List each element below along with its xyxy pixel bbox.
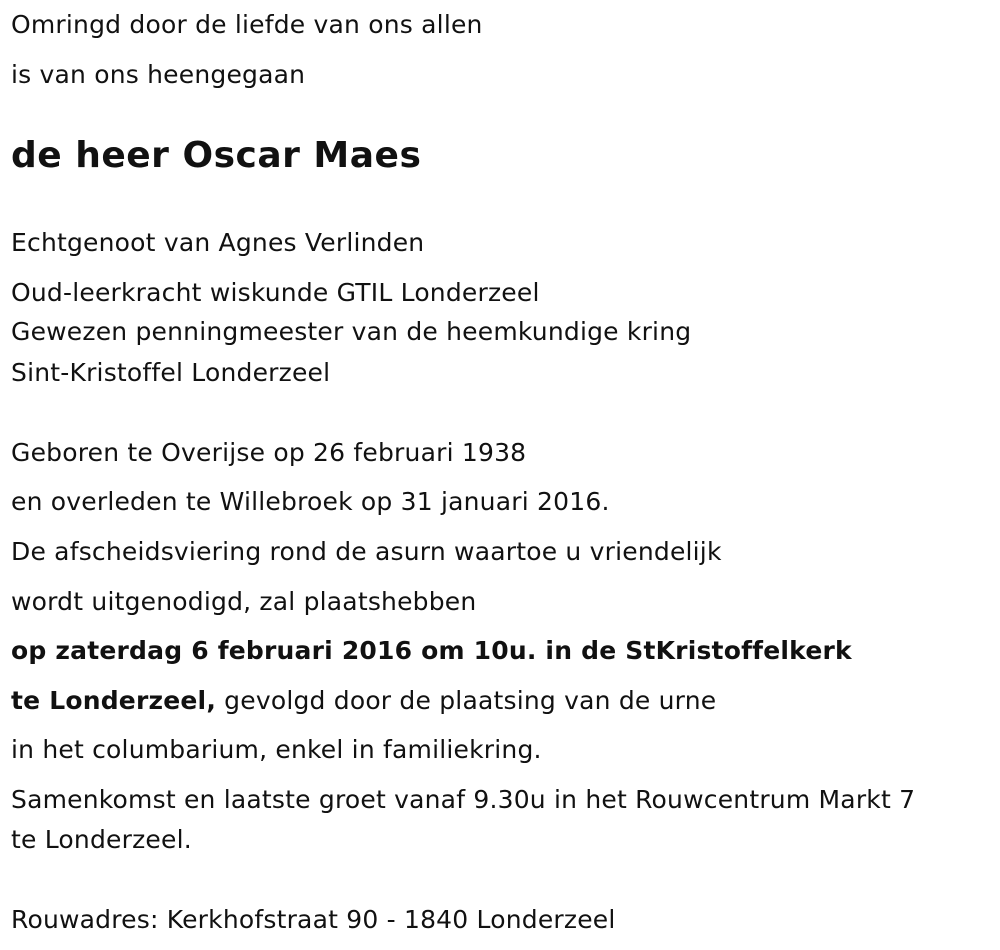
ceremony-place-bold: te Londerzeel, [11,686,217,715]
spouse-line: Echtgenoot van Agnes Verlinden [11,228,425,257]
intro-line-2: is van ons heengegaan [11,60,306,89]
invite-line-2: wordt uitgenodigd, zal plaatshebben [11,587,477,616]
ceremony-place-line [11,686,716,716]
gathering-line-1: Samenkomst en laatste groet vanaf 9.30u in het Rouwcentrum Markt 7 [11,785,916,814]
ceremony-date-line: op zaterdag 6 februari 2016 om 10u. in de StKristoffelkerk [11,636,852,665]
role-line-2: Gewezen penningmeester van de heemkundige kring [11,317,692,346]
ceremony-place-rest: gevolgd door de plaatsing van de urne [216,686,717,715]
columbarium-line: in het columbarium, enkel in familiekring. [11,735,542,764]
role-line-1: Oud-leerkracht wiskunde GTIL Londerzeel [11,278,540,307]
address-line: Rouwadres: Kerkhofstraat 90 - 1840 Londerzeel [11,905,616,934]
intro-line-1: Omringd door de liefde van ons allen [11,10,483,39]
gathering-line-2: te Londerzeel. [11,825,192,854]
role-line-3: Sint-Kristoffel Londerzeel [11,358,331,387]
born-line: Geboren te Overijse op 26 februari 1938 [11,438,527,467]
died-line: en overleden te Willebroek op 31 januari 2016. [11,487,610,516]
deceased-name: de heer Oscar Maes [11,135,422,176]
invite-line-1: De afscheidsviering rond de asurn waartoe u vriendelijk [11,537,722,566]
